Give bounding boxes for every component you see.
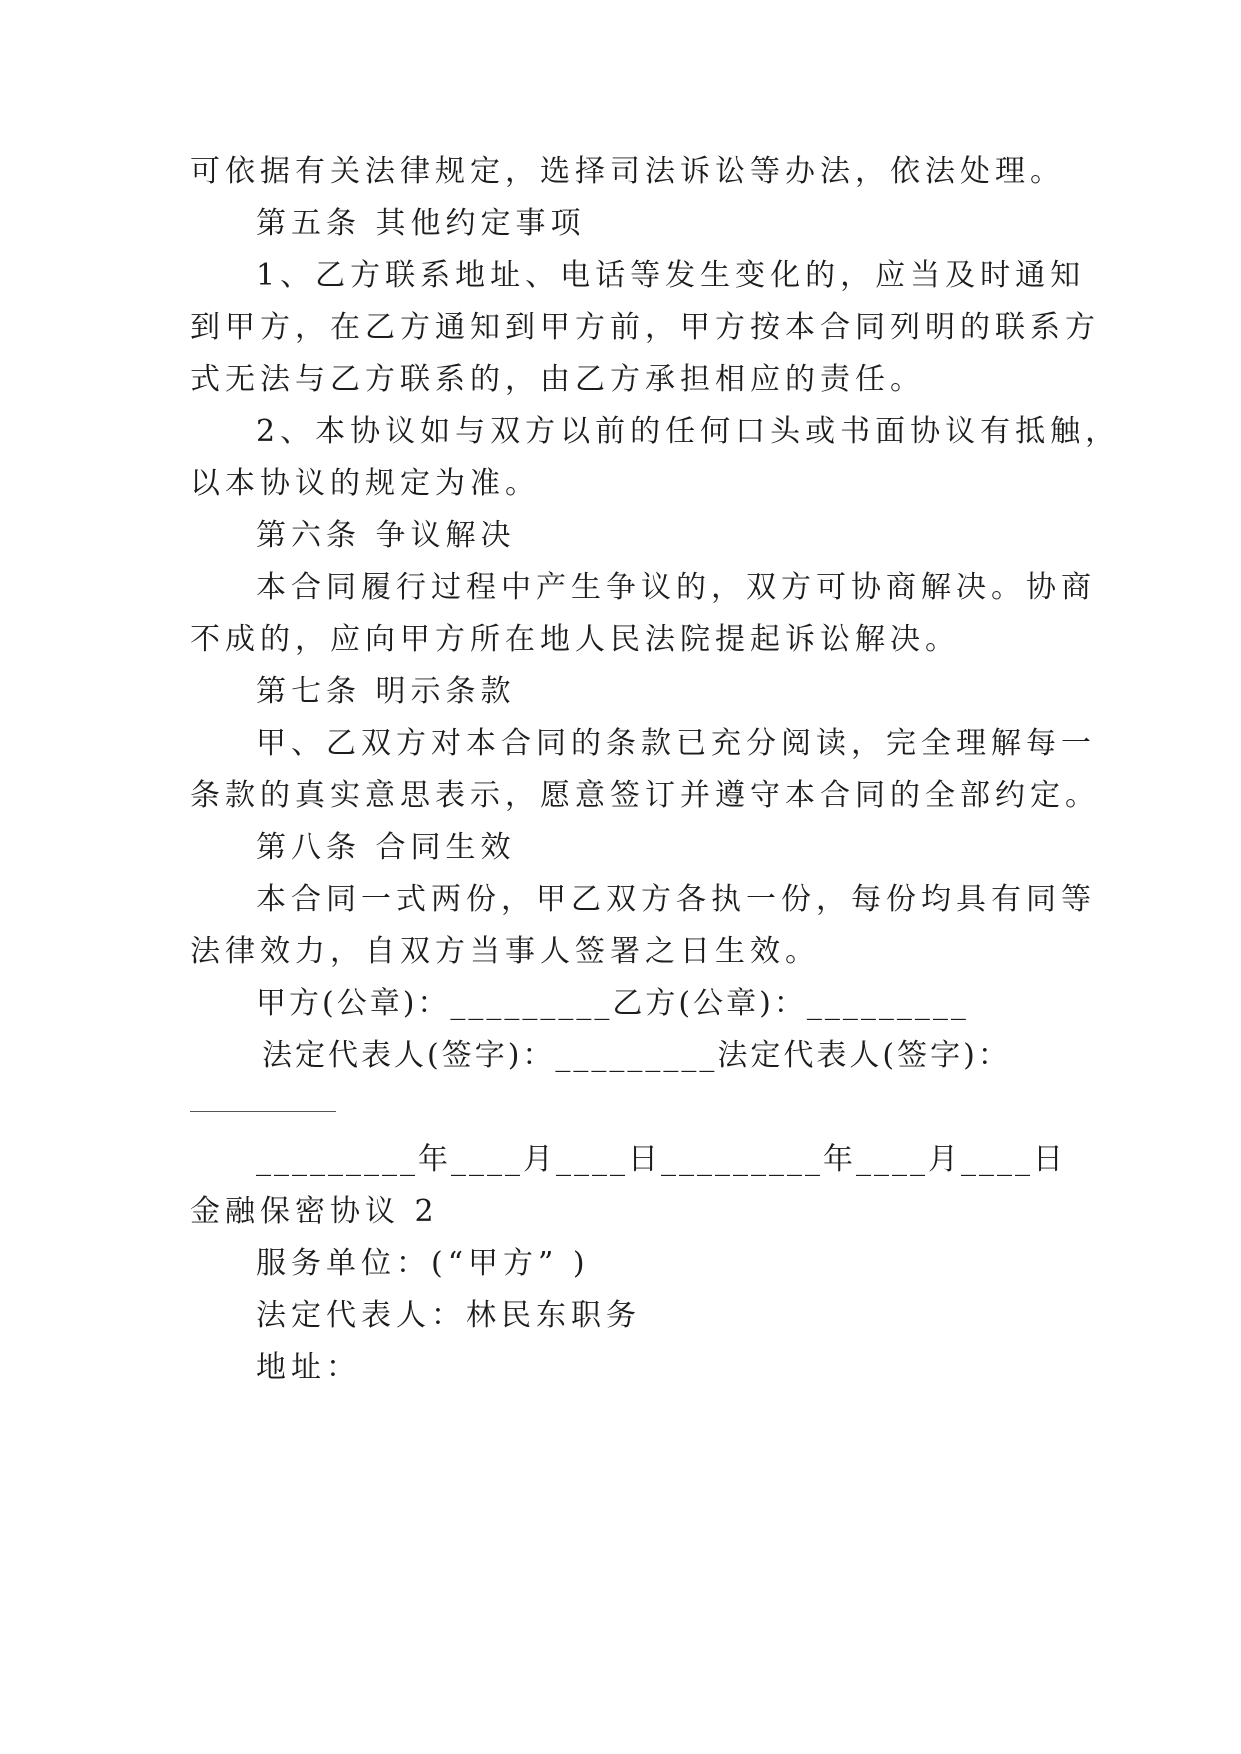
section-heading: 第七条 明示条款	[256, 674, 516, 709]
paragraph-line: 本合同一式两份，甲乙双方各执一份，每份均具有同等	[256, 882, 1096, 917]
paragraph-line: 可依据有关法律规定，选择司法诉讼等办法，依法处理。	[190, 154, 1065, 189]
section-heading: 第八条 合同生效	[256, 830, 516, 865]
signature-line-representative: 法定代表人(签字)：_________法定代表人(签字)：	[262, 1038, 1011, 1073]
document-title: 金融保密协议 2	[190, 1194, 439, 1229]
paragraph-line: 2、本协议如与双方以前的任何口头或书面协议有抵触，	[256, 414, 1121, 449]
paragraph-line: 式无法与乙方联系的，由乙方承担相应的责任。	[190, 362, 925, 397]
paragraph-line: 到甲方，在乙方通知到甲方前，甲方按本合同列明的联系方	[190, 310, 1100, 345]
paragraph-line: 服务单位：(“甲方” )	[256, 1246, 590, 1281]
paragraph-line: 1、乙方联系地址、电话等发生变化的，应当及时通知	[256, 258, 1086, 293]
paragraph-line: 本合同履行过程中产生争议的，双方可协商解决。协商	[256, 570, 1096, 605]
signature-line-seal: 甲方(公章)：_________乙方(公章)：_________	[256, 986, 969, 1021]
paragraph-line: 不成的，应向甲方所在地人民法院提起诉讼解决。	[190, 622, 960, 657]
signature-blank	[190, 1111, 336, 1112]
paragraph-line: 地址：	[256, 1350, 361, 1385]
paragraph-line: 甲、乙双方对本合同的条款已充分阅读，完全理解每一	[256, 726, 1096, 761]
paragraph-line: 法律效力，自双方当事人签署之日生效。	[190, 934, 820, 969]
date-line: _________年____月____日_________年____月____日	[256, 1142, 1066, 1177]
paragraph-line: 条款的真实意思表示，愿意签订并遵守本合同的全部约定。	[190, 778, 1100, 813]
section-heading: 第六条 争议解决	[256, 518, 516, 553]
section-heading: 第五条 其他约定事项	[256, 206, 586, 241]
paragraph-line: 法定代表人：林民东职务	[256, 1298, 641, 1333]
paragraph-line: 以本协议的规定为准。	[190, 466, 540, 501]
